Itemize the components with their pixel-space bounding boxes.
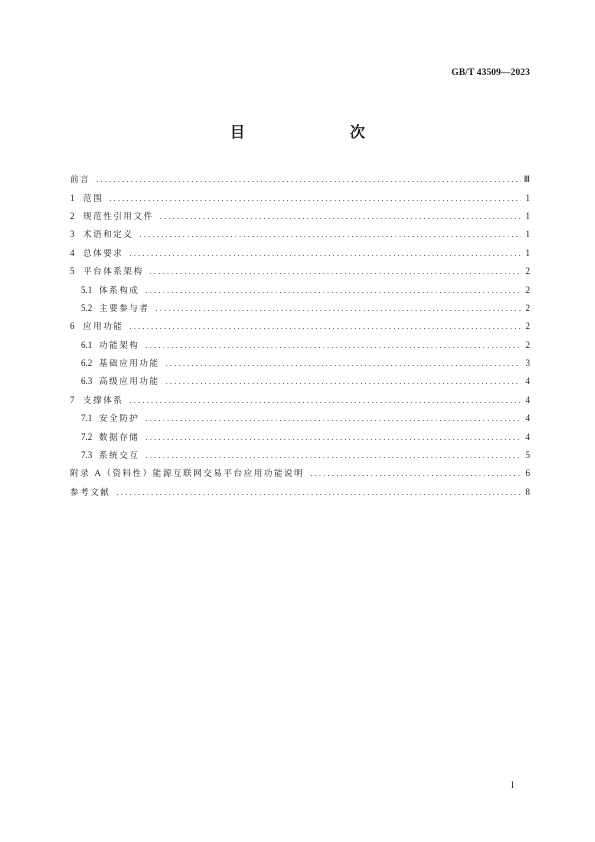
toc-entry-label: 应用功能	[83, 322, 124, 333]
toc-entry[interactable]	[70, 464, 530, 482]
toc-entry[interactable]	[70, 372, 530, 390]
toc-entry-label: 术语和定义	[83, 230, 134, 241]
toc-entry[interactable]	[70, 262, 530, 280]
toc-leader-dots	[156, 303, 521, 313]
toc-entry-page: 2	[525, 302, 530, 313]
toc-leader-dots	[116, 487, 521, 497]
toc-entry[interactable]	[70, 207, 530, 225]
toc-entry-number: 5.2	[81, 302, 93, 313]
toc-entry-page: 4	[525, 431, 530, 442]
toc-leader-dots	[166, 376, 521, 386]
toc-entry-number: 5.1	[81, 284, 93, 295]
toc-leader-dots	[145, 285, 521, 295]
toc-entry-page: 2	[525, 321, 530, 332]
toc-entry-label: 总体要求	[83, 248, 124, 259]
toc-entry-page: 2	[525, 266, 530, 277]
toc-entry-label: 体系构成	[99, 285, 140, 296]
toc-entry-number: 6.3	[81, 376, 93, 387]
toc-leader-dots	[96, 174, 521, 184]
toc-entry-page: 2	[525, 339, 530, 350]
toc-leader-dots	[140, 229, 521, 239]
toc-leader-dots	[310, 468, 521, 478]
toc-entry[interactable]	[70, 280, 530, 298]
toc-entry-number: 6.2	[81, 358, 93, 369]
table-of-contents	[70, 170, 530, 501]
toc-entry-label: 主要参与者	[99, 303, 150, 314]
toc-entry-label: 系统交互	[99, 451, 140, 462]
toc-entry-number: 1	[70, 192, 75, 203]
toc-entry-label: 规范性引用文件	[83, 211, 154, 222]
toc-entry-page: 3	[525, 358, 530, 369]
toc-entry[interactable]	[70, 483, 530, 501]
toc-leader-dots	[145, 340, 521, 350]
toc-entry-number: 2	[70, 210, 75, 221]
toc-entry-page: 4	[525, 376, 530, 387]
toc-leader-dots	[129, 321, 521, 331]
toc-entry-number: 7.2	[81, 431, 93, 442]
toc-entry[interactable]	[70, 188, 530, 206]
toc-entry[interactable]	[70, 446, 530, 464]
toc-entry[interactable]	[70, 354, 530, 372]
toc-entry-label: 安全防护	[99, 414, 140, 425]
toc-entry-label: 功能架构	[99, 340, 140, 351]
toc-entry[interactable]	[70, 427, 530, 445]
toc-entry-label: 参考文献	[70, 487, 111, 498]
toc-entry-number: 7	[70, 394, 75, 405]
toc-leader-dots	[166, 358, 521, 368]
toc-entry[interactable]	[70, 244, 530, 262]
toc-entry-label: 范围	[83, 193, 104, 204]
toc-entry-page: 4	[525, 394, 530, 405]
toc-entry-page: 1	[525, 247, 530, 258]
toc-entry-page: 1	[525, 229, 530, 240]
toc-entry-label: 数据存储	[99, 432, 140, 443]
toc-leader-dots	[145, 450, 521, 460]
toc-entry[interactable]	[70, 409, 530, 427]
toc-entry-page: 2	[525, 284, 530, 295]
toc-entry[interactable]	[70, 336, 530, 354]
toc-entry-page: 8	[525, 486, 530, 497]
page-number: I	[510, 781, 514, 791]
toc-entry-label: 前言	[70, 175, 91, 186]
toc-entry-page: 1	[525, 210, 530, 221]
toc-entry-number: 7.1	[81, 413, 93, 424]
toc-leader-dots	[109, 193, 521, 203]
toc-leader-dots	[150, 266, 521, 276]
standard-number: GB/T 43509—2023	[451, 68, 530, 78]
toc-leader-dots	[160, 211, 521, 221]
toc-entry-page: 5	[525, 450, 530, 461]
toc-entry-page: 6	[525, 468, 530, 479]
toc-leader-dots	[129, 395, 521, 405]
toc-entry-number: 7.3	[81, 450, 93, 461]
toc-entry-label: 平台体系架构	[83, 267, 144, 278]
toc-entry-label: 高级应用功能	[99, 377, 160, 388]
toc-entry-number: 5	[70, 266, 75, 277]
toc-entry[interactable]	[70, 170, 530, 188]
toc-entry-number: 3	[70, 229, 75, 240]
toc-entry[interactable]	[70, 299, 530, 317]
toc-title: 目 次	[229, 123, 390, 141]
toc-entry-number: 6	[70, 321, 75, 332]
toc-entry[interactable]	[70, 225, 530, 243]
toc-entry-page: Ⅲ	[523, 173, 530, 184]
toc-leader-dots	[145, 413, 521, 423]
toc-entry-number: 6.1	[81, 339, 93, 350]
toc-entry-label: 支撑体系	[83, 395, 124, 406]
toc-entry-number: 4	[70, 247, 75, 258]
toc-entry[interactable]	[70, 317, 530, 335]
toc-leader-dots	[129, 248, 521, 258]
toc-entry[interactable]	[70, 391, 530, 409]
toc-leader-dots	[145, 432, 521, 442]
toc-entry-page: 4	[525, 413, 530, 424]
toc-entry-label: 附录 A（资料性）能源互联网交易平台应用功能说明	[70, 469, 305, 480]
toc-entry-page: 1	[525, 192, 530, 203]
toc-entry-label: 基础应用功能	[99, 359, 160, 370]
